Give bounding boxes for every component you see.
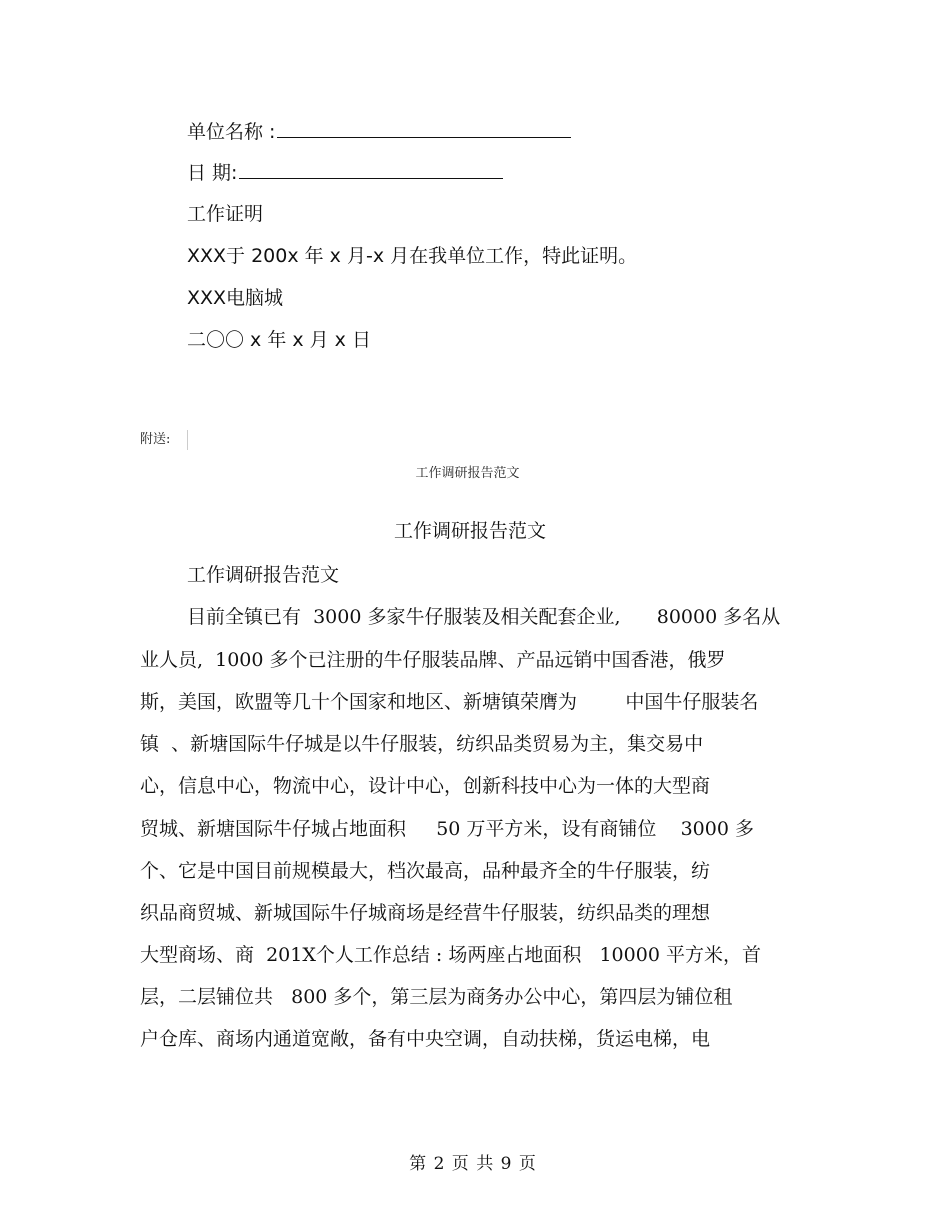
unit-name-blank	[277, 119, 571, 138]
page-number: 第 2 页 共 9 页	[409, 1154, 537, 1174]
report-subtitle: 工作调研报告范文	[187, 564, 340, 586]
attachment-divider	[187, 430, 188, 450]
cert-body: XXX于 200x 年 x 月-x 月在我单位工作，特此证明。	[187, 245, 638, 267]
body-line: 贸城、新塘国际牛仔城占地面积 50 万平方米，设有商铺位 3000 多	[140, 818, 754, 840]
body-line: 业人员, 1000 多个已注册的牛仔服装品牌、产品远销中国香港，俄罗	[140, 649, 726, 671]
body-line: 个、它是中国目前规模最大，档次最高，品种最齐全的牛仔服装，纺	[140, 860, 711, 882]
body-line: 织品商贸城、新城国际牛仔城商场是经营牛仔服装，纺织品类的理想	[140, 902, 711, 924]
date-field	[187, 160, 503, 185]
cert-title: 工作证明	[187, 203, 264, 225]
body-line: 层，二层铺位共 800 多个，第三层为商务办公中心，第四层为铺位租	[140, 986, 733, 1008]
report-title: 工作调研报告范文	[393, 520, 546, 542]
body-line: 户仓库、商场内通道宽敞，备有中央空调，自动扶梯，货运电梯，电	[140, 1028, 711, 1050]
body-line: 大型商场、商 201X个人工作总结 : 场两座占地面积 10000 平方米，首	[140, 944, 761, 966]
unit-name-field	[187, 119, 571, 144]
unit-name-label: 单位名称 :	[187, 121, 276, 143]
date-label: 日 期:	[187, 162, 238, 184]
date-blank	[239, 160, 503, 179]
cert-issuer: XXX电脑城	[187, 287, 284, 309]
body-line: 镇 、新塘国际牛仔城是以牛仔服装，纺织品类贸易为主，集交易中	[140, 733, 704, 755]
attachment-label: 附送:	[140, 432, 171, 447]
body-line: 斯，美国，欧盟等几十个国家和地区、新塘镇荣膺为 中国牛仔服装名	[140, 691, 759, 713]
cert-date: 二〇〇 x 年 x 月 x 日	[187, 329, 371, 351]
body-line: 心，信息中心，物流中心，设计中心，创新科技中心为一体的大型商	[140, 775, 711, 797]
body-line: 目前全镇已有 3000 多家牛仔服装及相关配套企业, 80000 多名从	[187, 606, 781, 628]
header-title: 工作调研报告范文	[415, 466, 520, 481]
